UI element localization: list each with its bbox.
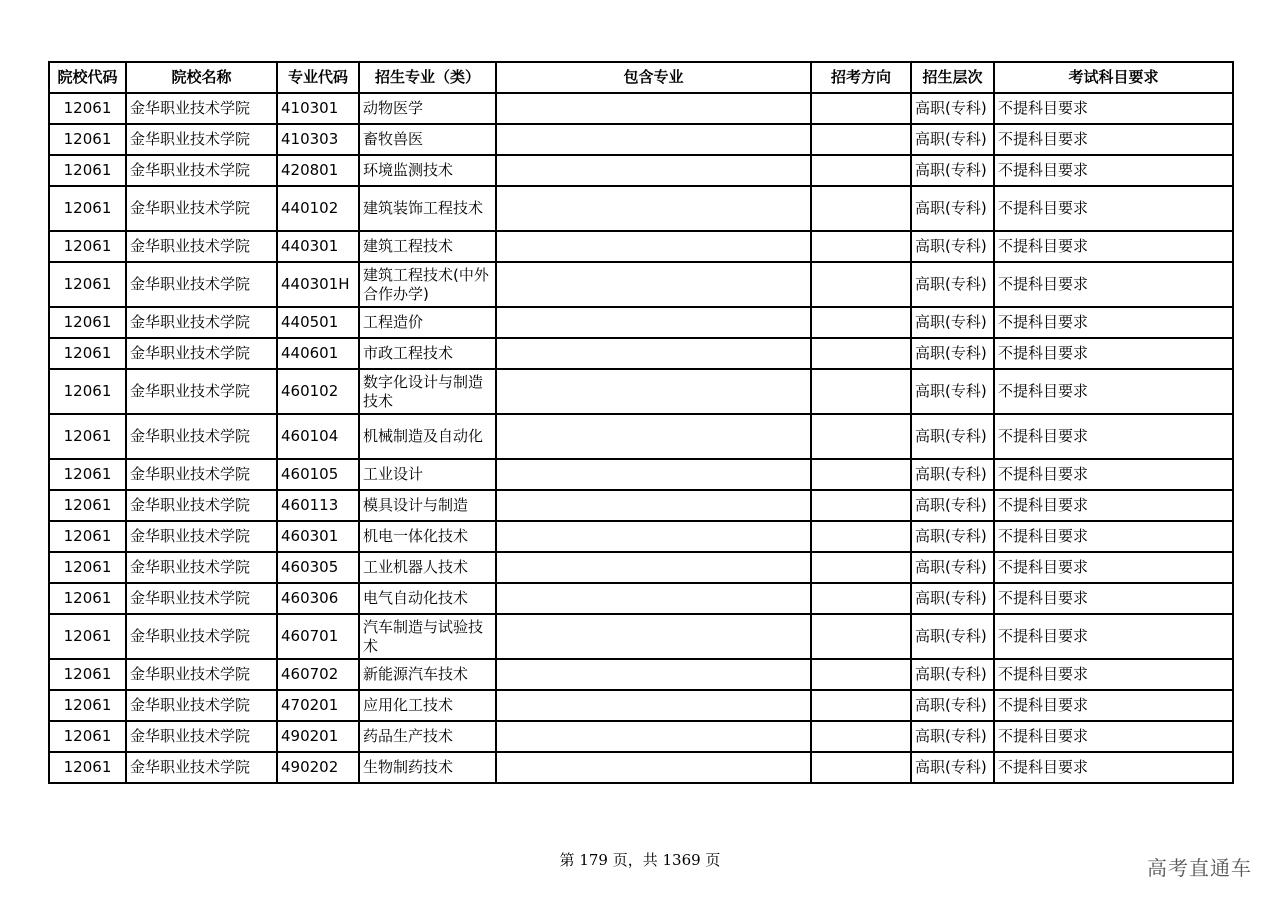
major-name: 建筑装饰工程技术 bbox=[363, 199, 484, 217]
cell-included-majors bbox=[496, 186, 811, 231]
cell-included-majors bbox=[496, 307, 811, 338]
header-row bbox=[49, 62, 1233, 93]
cell-included-majors bbox=[496, 659, 811, 690]
table-row bbox=[49, 583, 1233, 614]
cell-school-name: 金华职业技术学院 bbox=[126, 231, 277, 262]
cell-level: 高职(专科) bbox=[911, 186, 994, 231]
cell-major-code: 460104 bbox=[277, 414, 359, 459]
cell-major bbox=[359, 659, 496, 690]
cell-school-code: 12061 bbox=[49, 93, 126, 124]
cell-major bbox=[359, 583, 496, 614]
table-row bbox=[49, 124, 1233, 155]
table-row bbox=[49, 490, 1233, 521]
cell-major-code: 460105 bbox=[277, 459, 359, 490]
cell-direction bbox=[811, 93, 911, 124]
cell-major-code: 460305 bbox=[277, 552, 359, 583]
cell-major-code: 470201 bbox=[277, 690, 359, 721]
cell-major-code: 440301H bbox=[277, 262, 359, 307]
cell-included-majors bbox=[496, 490, 811, 521]
cell-major bbox=[359, 231, 496, 262]
cell-level: 高职(专科) bbox=[911, 262, 994, 307]
cell-major bbox=[359, 414, 496, 459]
cell-included-majors bbox=[496, 414, 811, 459]
cell-level: 高职(专科) bbox=[911, 552, 994, 583]
page-number: 第 179 页，共 1369 页 bbox=[559, 851, 721, 869]
cell-school-code: 12061 bbox=[49, 124, 126, 155]
cell-direction bbox=[811, 614, 911, 659]
table-row bbox=[49, 186, 1233, 231]
cell-direction bbox=[811, 552, 911, 583]
table-row bbox=[49, 93, 1233, 124]
table-row bbox=[49, 614, 1233, 659]
cell-school-code: 12061 bbox=[49, 490, 126, 521]
cell-school-code: 12061 bbox=[49, 521, 126, 552]
cell-requirement: 不提科目要求 bbox=[994, 93, 1233, 124]
cell-requirement: 不提科目要求 bbox=[994, 659, 1233, 690]
cell-major bbox=[359, 307, 496, 338]
cell-requirement: 不提科目要求 bbox=[994, 124, 1233, 155]
cell-requirement: 不提科目要求 bbox=[994, 307, 1233, 338]
cell-direction bbox=[811, 659, 911, 690]
major-name: 环境监测技术 bbox=[363, 161, 454, 179]
cell-school-code: 12061 bbox=[49, 414, 126, 459]
cell-school-code: 12061 bbox=[49, 369, 126, 414]
cell-direction bbox=[811, 583, 911, 614]
cell-level: 高职(专科) bbox=[911, 307, 994, 338]
major-name: 机械制造及自动化 bbox=[363, 427, 484, 445]
table-row bbox=[49, 369, 1233, 414]
header-major: 招生专业（类） bbox=[359, 62, 496, 93]
watermark: 高考直通车 bbox=[1147, 856, 1252, 880]
cell-major bbox=[359, 459, 496, 490]
cell-major bbox=[359, 262, 496, 307]
table-row bbox=[49, 659, 1233, 690]
cell-level: 高职(专科) bbox=[911, 490, 994, 521]
cell-included-majors bbox=[496, 155, 811, 186]
cell-major bbox=[359, 93, 496, 124]
cell-major-code: 460702 bbox=[277, 659, 359, 690]
table-row bbox=[49, 521, 1233, 552]
cell-school-code: 12061 bbox=[49, 262, 126, 307]
cell-direction bbox=[811, 721, 911, 752]
major-name: 建筑工程技术(中外合作办学) bbox=[363, 265, 489, 303]
cell-requirement: 不提科目要求 bbox=[994, 186, 1233, 231]
cell-major-code: 440102 bbox=[277, 186, 359, 231]
cell-school-name: 金华职业技术学院 bbox=[126, 307, 277, 338]
table-row bbox=[49, 459, 1233, 490]
table-row bbox=[49, 307, 1233, 338]
cell-school-name: 金华职业技术学院 bbox=[126, 583, 277, 614]
cell-major-code: 490202 bbox=[277, 752, 359, 783]
cell-school-code: 12061 bbox=[49, 338, 126, 369]
cell-school-name: 金华职业技术学院 bbox=[126, 490, 277, 521]
cell-major-code: 460701 bbox=[277, 614, 359, 659]
admissions-table bbox=[48, 61, 1234, 784]
cell-major bbox=[359, 552, 496, 583]
major-name: 生物制药技术 bbox=[363, 758, 454, 776]
cell-included-majors bbox=[496, 93, 811, 124]
cell-included-majors bbox=[496, 369, 811, 414]
cell-major bbox=[359, 186, 496, 231]
cell-requirement: 不提科目要求 bbox=[994, 155, 1233, 186]
cell-major bbox=[359, 490, 496, 521]
cell-school-code: 12061 bbox=[49, 614, 126, 659]
cell-direction bbox=[811, 414, 911, 459]
cell-school-name: 金华职业技术学院 bbox=[126, 155, 277, 186]
cell-school-name: 金华职业技术学院 bbox=[126, 186, 277, 231]
major-name: 工程造价 bbox=[363, 313, 424, 331]
table-row bbox=[49, 721, 1233, 752]
cell-school-name: 金华职业技术学院 bbox=[126, 659, 277, 690]
cell-direction bbox=[811, 752, 911, 783]
table-row bbox=[49, 690, 1233, 721]
cell-level: 高职(专科) bbox=[911, 659, 994, 690]
cell-direction bbox=[811, 307, 911, 338]
cell-school-name: 金华职业技术学院 bbox=[126, 262, 277, 307]
major-name: 汽车制造与试验技术 bbox=[363, 617, 484, 655]
cell-major bbox=[359, 690, 496, 721]
cell-major bbox=[359, 614, 496, 659]
cell-school-code: 12061 bbox=[49, 186, 126, 231]
cell-requirement: 不提科目要求 bbox=[994, 231, 1233, 262]
cell-included-majors bbox=[496, 459, 811, 490]
cell-major-code: 460102 bbox=[277, 369, 359, 414]
cell-school-name: 金华职业技术学院 bbox=[126, 614, 277, 659]
major-name: 药品生产技术 bbox=[363, 727, 454, 745]
cell-included-majors bbox=[496, 614, 811, 659]
cell-level: 高职(专科) bbox=[911, 752, 994, 783]
cell-school-name: 金华职业技术学院 bbox=[126, 690, 277, 721]
cell-level: 高职(专科) bbox=[911, 721, 994, 752]
cell-direction bbox=[811, 231, 911, 262]
cell-major bbox=[359, 752, 496, 783]
cell-requirement: 不提科目要求 bbox=[994, 752, 1233, 783]
cell-direction bbox=[811, 521, 911, 552]
cell-direction bbox=[811, 155, 911, 186]
cell-included-majors bbox=[496, 552, 811, 583]
table-row bbox=[49, 552, 1233, 583]
cell-major-code: 420801 bbox=[277, 155, 359, 186]
header-requirement: 考试科目要求 bbox=[994, 62, 1233, 93]
cell-included-majors bbox=[496, 690, 811, 721]
cell-school-code: 12061 bbox=[49, 231, 126, 262]
cell-direction bbox=[811, 186, 911, 231]
major-name: 工业机器人技术 bbox=[363, 558, 469, 576]
cell-major-code: 460306 bbox=[277, 583, 359, 614]
cell-level: 高职(专科) bbox=[911, 369, 994, 414]
cell-included-majors bbox=[496, 124, 811, 155]
major-name: 工业设计 bbox=[363, 465, 424, 483]
header-school-name: 院校名称 bbox=[126, 62, 277, 93]
cell-requirement: 不提科目要求 bbox=[994, 262, 1233, 307]
cell-direction bbox=[811, 369, 911, 414]
cell-major-code: 410301 bbox=[277, 93, 359, 124]
cell-requirement: 不提科目要求 bbox=[994, 614, 1233, 659]
cell-requirement: 不提科目要求 bbox=[994, 414, 1233, 459]
major-name: 模具设计与制造 bbox=[363, 496, 469, 514]
cell-school-code: 12061 bbox=[49, 721, 126, 752]
table-row bbox=[49, 231, 1233, 262]
cell-level: 高职(专科) bbox=[911, 690, 994, 721]
major-name: 应用化工技术 bbox=[363, 696, 454, 714]
cell-school-name: 金华职业技术学院 bbox=[126, 414, 277, 459]
cell-requirement: 不提科目要求 bbox=[994, 690, 1233, 721]
cell-included-majors bbox=[496, 338, 811, 369]
cell-requirement: 不提科目要求 bbox=[994, 490, 1233, 521]
cell-included-majors bbox=[496, 721, 811, 752]
cell-major bbox=[359, 369, 496, 414]
cell-major bbox=[359, 338, 496, 369]
major-name: 建筑工程技术 bbox=[363, 237, 454, 255]
major-name: 动物医学 bbox=[363, 99, 424, 117]
table-row bbox=[49, 155, 1233, 186]
cell-school-name: 金华职业技术学院 bbox=[126, 521, 277, 552]
cell-level: 高职(专科) bbox=[911, 124, 994, 155]
cell-major bbox=[359, 124, 496, 155]
cell-school-code: 12061 bbox=[49, 155, 126, 186]
cell-school-name: 金华职业技术学院 bbox=[126, 338, 277, 369]
cell-major-code: 410303 bbox=[277, 124, 359, 155]
cell-direction bbox=[811, 338, 911, 369]
table-row bbox=[49, 262, 1233, 307]
cell-requirement: 不提科目要求 bbox=[994, 459, 1233, 490]
major-name: 数字化设计与制造技术 bbox=[363, 372, 484, 410]
major-name: 机电一体化技术 bbox=[363, 527, 469, 545]
header-level: 招生层次 bbox=[911, 62, 994, 93]
cell-level: 高职(专科) bbox=[911, 155, 994, 186]
cell-requirement: 不提科目要求 bbox=[994, 338, 1233, 369]
major-name: 电气自动化技术 bbox=[363, 589, 469, 607]
cell-major bbox=[359, 521, 496, 552]
header-school-code: 院校代码 bbox=[49, 62, 126, 93]
cell-direction bbox=[811, 690, 911, 721]
cell-direction bbox=[811, 124, 911, 155]
cell-level: 高职(专科) bbox=[911, 338, 994, 369]
cell-school-code: 12061 bbox=[49, 552, 126, 583]
cell-school-code: 12061 bbox=[49, 690, 126, 721]
major-name: 市政工程技术 bbox=[363, 344, 454, 362]
cell-school-name: 金华职业技术学院 bbox=[126, 752, 277, 783]
cell-school-code: 12061 bbox=[49, 752, 126, 783]
cell-level: 高职(专科) bbox=[911, 231, 994, 262]
cell-major bbox=[359, 721, 496, 752]
cell-major-code: 440501 bbox=[277, 307, 359, 338]
cell-school-name: 金华职业技术学院 bbox=[126, 552, 277, 583]
cell-major-code: 440301 bbox=[277, 231, 359, 262]
cell-major-code: 460113 bbox=[277, 490, 359, 521]
cell-school-code: 12061 bbox=[49, 583, 126, 614]
cell-school-code: 12061 bbox=[49, 459, 126, 490]
cell-major-code: 440601 bbox=[277, 338, 359, 369]
cell-level: 高职(专科) bbox=[911, 583, 994, 614]
cell-included-majors bbox=[496, 583, 811, 614]
cell-major-code: 490201 bbox=[277, 721, 359, 752]
table-row bbox=[49, 414, 1233, 459]
cell-direction bbox=[811, 490, 911, 521]
cell-school-name: 金华职业技术学院 bbox=[126, 124, 277, 155]
cell-school-code: 12061 bbox=[49, 659, 126, 690]
cell-requirement: 不提科目要求 bbox=[994, 721, 1233, 752]
cell-major bbox=[359, 155, 496, 186]
cell-requirement: 不提科目要求 bbox=[994, 521, 1233, 552]
cell-level: 高职(专科) bbox=[911, 614, 994, 659]
cell-requirement: 不提科目要求 bbox=[994, 583, 1233, 614]
cell-school-name: 金华职业技术学院 bbox=[126, 93, 277, 124]
header-major-code: 专业代码 bbox=[277, 62, 359, 93]
cell-level: 高职(专科) bbox=[911, 414, 994, 459]
cell-included-majors bbox=[496, 521, 811, 552]
cell-school-code: 12061 bbox=[49, 307, 126, 338]
cell-school-name: 金华职业技术学院 bbox=[126, 459, 277, 490]
header-included-majors: 包含专业 bbox=[496, 62, 811, 93]
cell-direction bbox=[811, 459, 911, 490]
cell-requirement: 不提科目要求 bbox=[994, 369, 1233, 414]
cell-requirement: 不提科目要求 bbox=[994, 552, 1233, 583]
major-name: 新能源汽车技术 bbox=[363, 665, 469, 683]
cell-school-name: 金华职业技术学院 bbox=[126, 721, 277, 752]
cell-major-code: 460301 bbox=[277, 521, 359, 552]
cell-school-name: 金华职业技术学院 bbox=[126, 369, 277, 414]
cell-included-majors bbox=[496, 752, 811, 783]
cell-included-majors bbox=[496, 262, 811, 307]
cell-direction bbox=[811, 262, 911, 307]
major-name: 畜牧兽医 bbox=[363, 130, 424, 148]
cell-included-majors bbox=[496, 231, 811, 262]
cell-level: 高职(专科) bbox=[911, 521, 994, 552]
cell-level: 高职(专科) bbox=[911, 459, 994, 490]
table-body bbox=[49, 93, 1233, 783]
table-row bbox=[49, 338, 1233, 369]
table-row bbox=[49, 752, 1233, 783]
cell-level: 高职(专科) bbox=[911, 93, 994, 124]
header-direction: 招考方向 bbox=[811, 62, 911, 93]
